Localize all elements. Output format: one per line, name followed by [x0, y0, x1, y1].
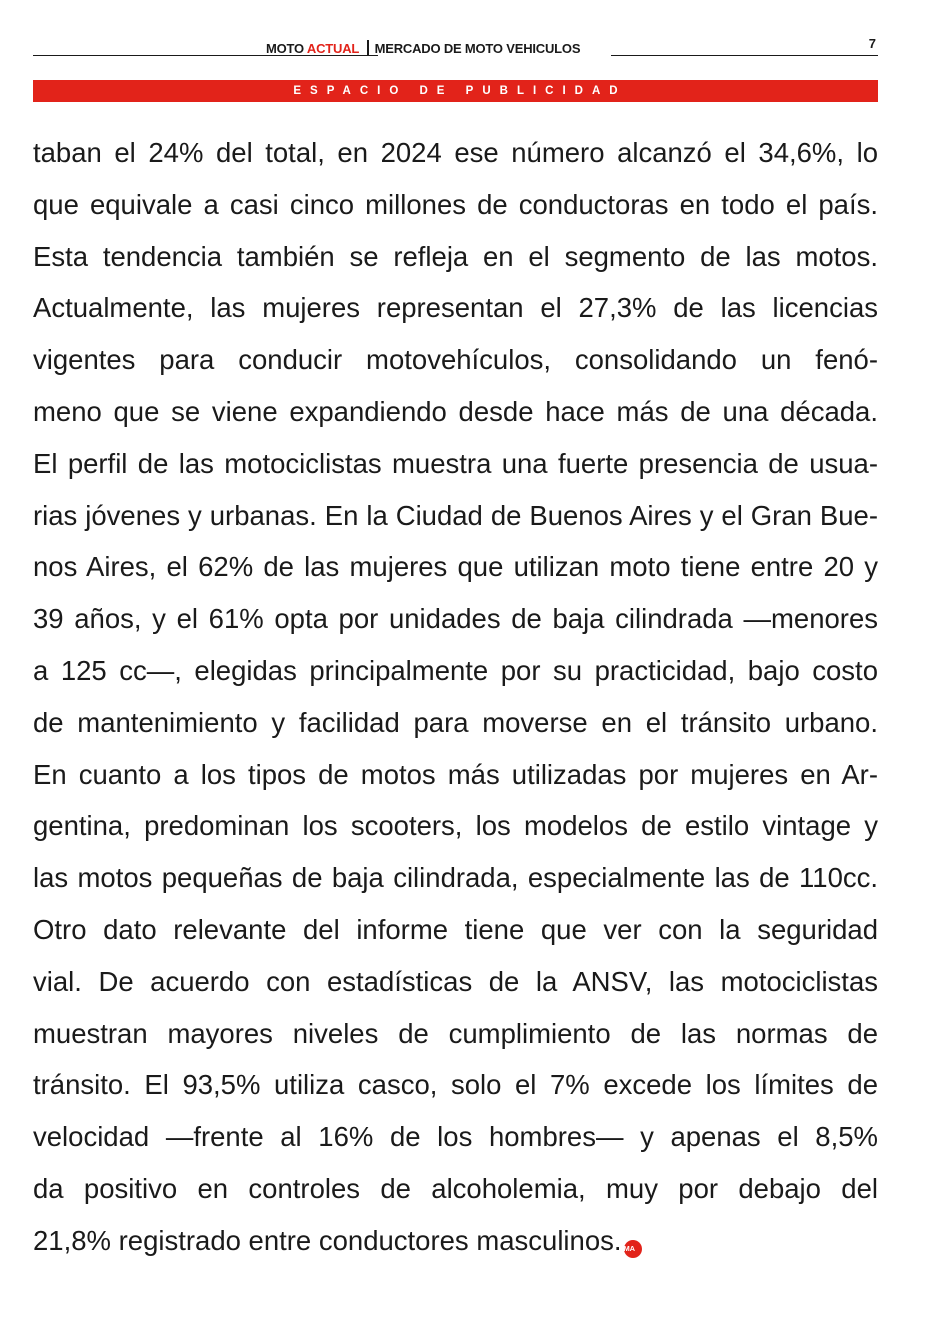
header-title: [266, 40, 580, 57]
text-line: las motos pequeñas de baja cilindrada, especialmente las de 110cc.: [33, 862, 878, 894]
ad-space-banner: ESPACIO DE PUBLICIDAD: [33, 80, 878, 102]
text-line: Otro dato relevante del informe tiene que ver con la seguridad: [33, 913, 878, 945]
text-line: nos Aires, el 62% de las mujeres que utilizan moto tiene entre 20 y: [33, 551, 878, 583]
header-rule-right: [611, 55, 878, 56]
text-line: Actualmente, las mujeres representan el 27,3% de las licencias: [33, 292, 878, 324]
text-line-last: [33, 1215, 878, 1267]
text-line: meno que se viene expandiendo desde hace más de una década.: [33, 395, 878, 427]
text-line: vigentes para conducir motovehículos, consolidando un fenó-: [33, 344, 878, 376]
text-line: 39 años, y el 61% opta por unidades de baja cilindrada —menores: [33, 603, 878, 635]
text-line: vial. De acuerdo con estadísticas de la ANSV, las motociclistas: [33, 965, 878, 997]
text-line: En cuanto a los tipos de motos más utilizadas por mujeres en Ar-: [33, 758, 878, 790]
page-number: 7: [868, 36, 876, 51]
page-header: [33, 34, 878, 60]
text-line: rias jóvenes y urbanas. En la Ciudad de Buenos Aires y el Gran Bue-: [33, 499, 878, 531]
brand-moto: MOTO: [266, 41, 307, 56]
text-line: velocidad —frente al 16% de los hombres— y apenas el 8,5%: [33, 1121, 878, 1153]
brand-actual: ACTUAL: [306, 41, 360, 56]
text-line: que equivale a casi cinco millones de conductoras en todo el país.: [33, 188, 878, 220]
text-line: taban el 24% del total, en 2024 ese número alcanzó el 34,6%, lo: [33, 137, 878, 168]
text-line: muestran mayores niveles de cumplimiento de las normas de: [33, 1017, 878, 1049]
article-body: [33, 127, 878, 1267]
last-line-text: 21,8% registrado entre conductores masculinos.: [33, 1224, 622, 1256]
ma-end-mark-icon: MA: [624, 1240, 642, 1258]
text-line: El perfil de las motociclistas muestra una fuerte presencia de usua-: [33, 447, 878, 479]
text-line: gentina, predominan los scooters, los modelos de estilo vintage y: [33, 810, 878, 842]
header-divider: [367, 40, 369, 56]
text-line: da positivo en controles de alcoholemia, muy por debajo del: [33, 1172, 878, 1204]
text-line: tránsito. El 93,5% utiliza casco, solo el 7% excede los límites de: [33, 1069, 878, 1101]
section-title: MERCADO DE MOTO VEHICULOS: [374, 41, 581, 56]
text-line: de mantenimiento y facilidad para moverse en el tránsito urbano.: [33, 706, 878, 738]
text-line: Esta tendencia también se refleja en el segmento de las motos.: [33, 240, 878, 272]
text-line: a 125 cc—, elegidas principalmente por su practicidad, bajo costo: [33, 654, 878, 686]
